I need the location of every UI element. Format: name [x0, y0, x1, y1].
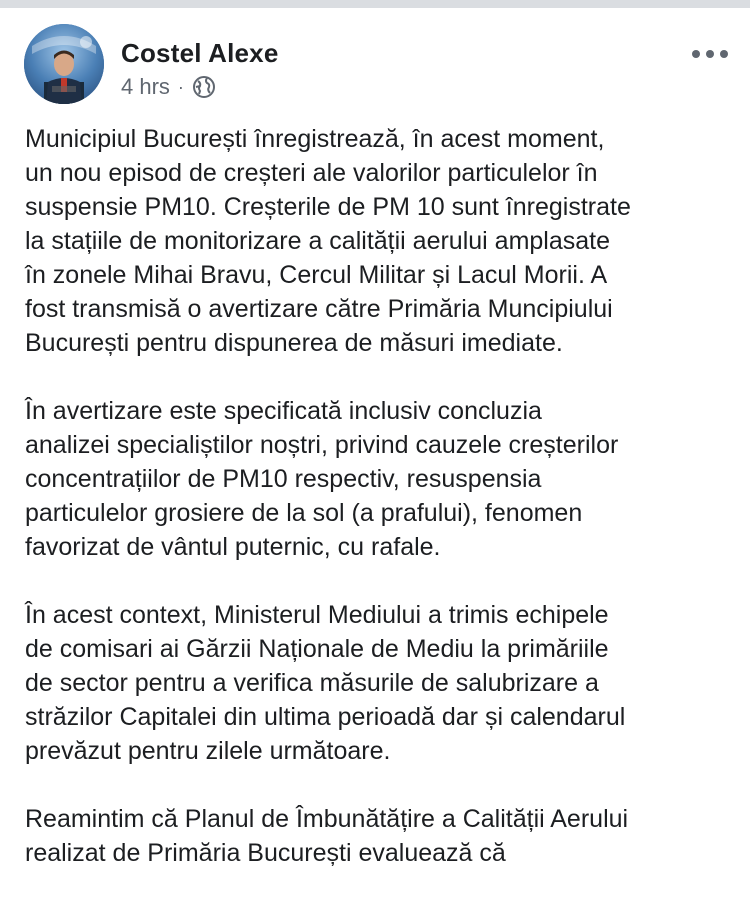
more-options-button[interactable]	[692, 44, 728, 64]
post-author[interactable]: Costel Alexe	[121, 38, 279, 68]
meta-separator: ·	[177, 76, 184, 97]
post-meta	[121, 74, 216, 100]
feed-separator	[0, 0, 750, 8]
avatar[interactable]	[24, 24, 104, 104]
post-paragraph-4: Reamintim că Planul de Îmbunătățire a Calității Aerului realizat de Primăria București evaluează că	[25, 805, 629, 867]
post-paragraph-3: În acest context, Ministerul Mediului a trimis echipele de comisari ai Gărzii Naționale de Mediu la primăriile de sector pentru a verifica măsurile de salubrizare a străzilor Capitalei din ultima perioadă dar și calendarul prevăzut pentru zilele următoare.	[25, 601, 626, 765]
globe-icon[interactable]	[192, 75, 216, 99]
post-timestamp[interactable]: 4 hrs	[121, 74, 170, 99]
more-options-dot	[720, 50, 728, 58]
post-paragraph-1: Municipiul București înregistrează, în acest moment, un nou episod de creșteri ale valorilor particulelor în suspensie PM10. Creșterile de PM 10 sunt înregistrate la stațiile de monitorizare a calității aerului amplasate în zonele Mihai Bravu, Cercul Militar și Lacul Morii. A fost transmisă o avertizare către Primăria Muncipiului București pentru dispunerea de măsuri imediate.	[25, 125, 631, 357]
facebook-post	[0, 8, 750, 906]
more-options-icon	[692, 50, 700, 58]
post-body	[25, 122, 737, 904]
avatar-image	[24, 24, 104, 104]
post-paragraph-2: În avertizare este specificată inclusiv concluzia analizei specialiștilor noștri, privind cauzele creșterilor concentrațiilor de PM10 respectiv, resuspensia particulelor grosiere de la sol (a prafului), fenomen favorizat de vântul puternic, cu rafale.	[25, 397, 619, 561]
more-options-dot	[706, 50, 714, 58]
